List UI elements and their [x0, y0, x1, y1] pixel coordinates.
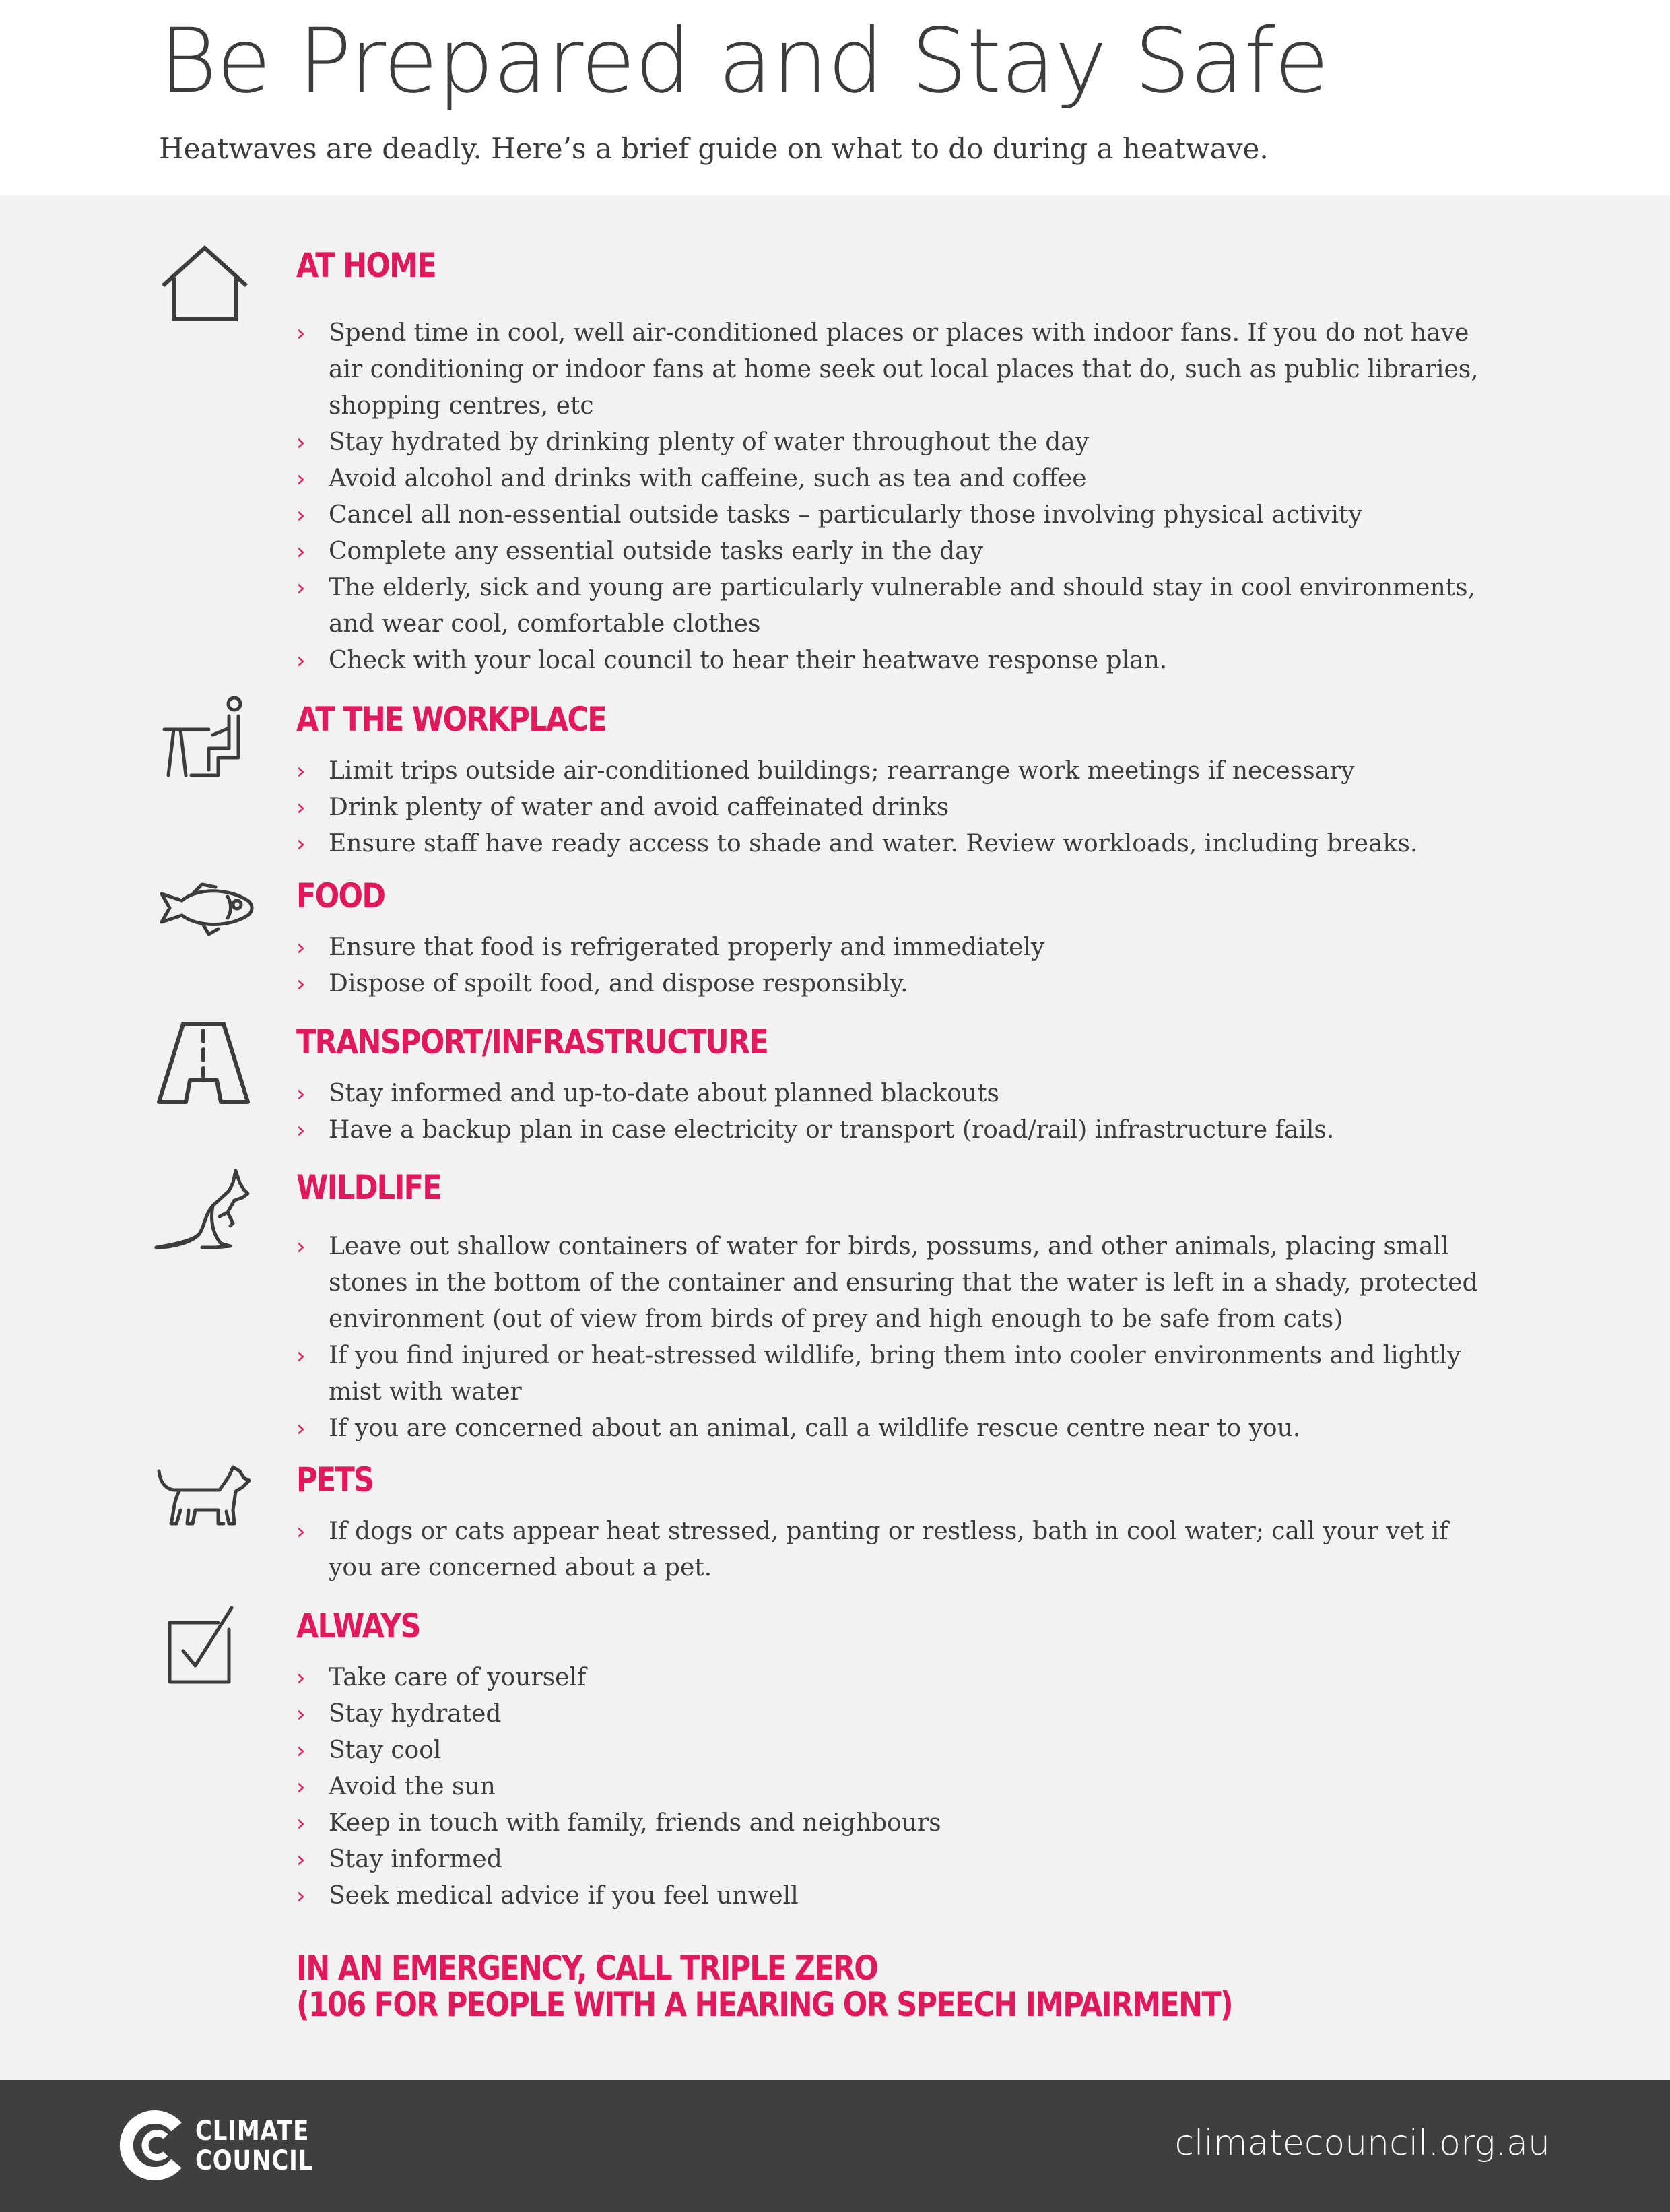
list-item: › If you are concerned about an animal, call a wildlife rescue centre near to you. [296, 1410, 1481, 1447]
logo-line-2: COUNCIL [195, 2145, 314, 2176]
list-item: › Stay informed [296, 1842, 1481, 1878]
section-heading: ALWAYS [296, 1606, 420, 1646]
emergency-line-1: IN AN EMERGENCY, CALL TRIPLE ZERO [296, 1949, 878, 1988]
bullet-chevron-icon: › [296, 971, 306, 998]
list-item: › Keep in touch with family, friends and neighbours [296, 1805, 1481, 1842]
house-icon [154, 244, 255, 331]
list-item: › Cancel all non-essential outside tasks – particularly those involving physical activity [296, 497, 1481, 533]
section-heading: PETS [296, 1460, 374, 1499]
road-icon [154, 1018, 255, 1106]
bullet-chevron-icon: › [296, 758, 306, 785]
bullet-chevron-icon: › [296, 647, 306, 674]
bullet-chevron-icon: › [296, 1415, 306, 1442]
fish-icon [154, 872, 255, 960]
bullet-chevron-icon: › [296, 1080, 306, 1107]
list-item: › Take care of yourself [296, 1660, 1481, 1696]
kangaroo-icon [154, 1164, 255, 1251]
logo-wordmark [195, 2116, 313, 2176]
list-item: › Dispose of spoilt food, and dispose responsibly. [296, 966, 1481, 1002]
list-item: › Seek medical advice if you feel unwell [296, 1878, 1481, 1914]
bullet-chevron-icon: › [296, 1233, 306, 1260]
section-heading: FOOD [296, 876, 385, 915]
item-list [296, 1660, 1481, 1914]
bullet-chevron-icon: › [296, 1117, 306, 1144]
bullet-chevron-icon: › [296, 1701, 306, 1728]
bullet-chevron-icon: › [296, 1774, 306, 1800]
bullet-chevron-icon: › [296, 1664, 306, 1691]
section-heading: AT THE WORKPLACE [296, 700, 606, 739]
item-list [296, 315, 1481, 679]
bullet-chevron-icon: › [296, 1810, 306, 1837]
bullet-chevron-icon: › [296, 794, 306, 821]
list-item: › Spend time in cool, well air-conditioned places or places with indoor fans. If you do not have air conditioning or indoor fans at home seek out local places that do, such as public libraries, shopping centres, etc [296, 315, 1481, 424]
list-item: › Ensure that food is refrigerated properly and immediately [296, 930, 1481, 966]
list-item: › The elderly, sick and young are particularly vulnerable and should stay in cool environments, and wear cool, comfortable clothes [296, 570, 1481, 643]
list-item: › Drink plenty of water and avoid caffeinated drinks [296, 789, 1481, 826]
bullet-chevron-icon: › [296, 538, 306, 565]
bullet-chevron-icon: › [296, 1846, 306, 1873]
website-link[interactable]: climatecouncil.org.au [1174, 2123, 1550, 2164]
section-heading: WILDLIFE [296, 1168, 441, 1207]
list-item: › Stay hydrated by drinking plenty of water throughout the day [296, 424, 1481, 461]
emergency-line-2: (106 FOR PEOPLE WITH A HEARING OR SPEECH IMPAIRMENT) [296, 1985, 1232, 2024]
page-title: Be Prepared and Stay Safe [159, 9, 1329, 113]
list-item: › Limit trips outside air-conditioned buildings; rearrange work meetings if necessary [296, 753, 1481, 789]
climate-council-logo-icon [116, 2108, 190, 2182]
bullet-chevron-icon: › [296, 1518, 306, 1545]
bullet-chevron-icon: › [296, 575, 306, 601]
page-subtitle: Heatwaves are deadly. Here’s a brief guide on what to do during a heatwave. [159, 132, 1269, 165]
list-item: › If you find injured or heat-stressed wildlife, bring them into cooler environments and lightly mist with water [296, 1338, 1481, 1410]
checkbox-icon [154, 1602, 255, 1690]
list-item: › Stay cool [296, 1732, 1481, 1769]
list-item: › Stay hydrated [296, 1696, 1481, 1732]
list-item: › Avoid alcohol and drinks with caffeine, such as tea and coffee [296, 461, 1481, 497]
list-item: › Have a backup plan in case electricity or transport (road/rail) infrastructure fails. [296, 1112, 1481, 1148]
bullet-chevron-icon: › [296, 831, 306, 857]
list-item: › Avoid the sun [296, 1769, 1481, 1805]
item-list [296, 930, 1481, 1002]
section-heading: TRANSPORT/INFRASTRUCTURE [296, 1022, 768, 1062]
list-item: › Ensure staff have ready access to shade and water. Review workloads, including breaks. [296, 826, 1481, 862]
page-footer [0, 2080, 1670, 2212]
bullet-chevron-icon: › [296, 1883, 306, 1910]
bullet-chevron-icon: › [296, 1342, 306, 1369]
bullet-chevron-icon: › [296, 502, 306, 529]
list-item: › Leave out shallow containers of water for birds, possums, and other animals, placing small stones in the bottom of the container and ensuring that the water is left in a shady, protected environment (out of view from birds of prey and high enough to be safe from cats) [296, 1229, 1481, 1338]
item-list [296, 1076, 1481, 1148]
bullet-chevron-icon: › [296, 1737, 306, 1764]
item-list [296, 1229, 1481, 1447]
bullet-chevron-icon: › [296, 465, 306, 492]
list-item: › Check with your local council to hear their heatwave response plan. [296, 643, 1481, 679]
bullet-chevron-icon: › [296, 429, 306, 456]
emergency-notice [296, 1950, 1232, 2023]
bullet-chevron-icon: › [296, 934, 306, 961]
list-item: › If dogs or cats appear heat stressed, panting or restless, bath in cool water; call your vet if you are concerned about a pet. [296, 1514, 1481, 1586]
section-heading: AT HOME [296, 246, 436, 285]
list-item: › Complete any essential outside tasks early in the day [296, 533, 1481, 570]
bullet-chevron-icon: › [296, 320, 306, 347]
logo-line-1: CLIMATE [195, 2116, 310, 2147]
item-list [296, 1514, 1481, 1586]
dog-icon [154, 1456, 255, 1544]
list-item: › Stay informed and up-to-date about planned blackouts [296, 1076, 1481, 1112]
page-header [0, 0, 1670, 195]
desk-worker-icon [154, 696, 255, 783]
item-list [296, 753, 1481, 862]
